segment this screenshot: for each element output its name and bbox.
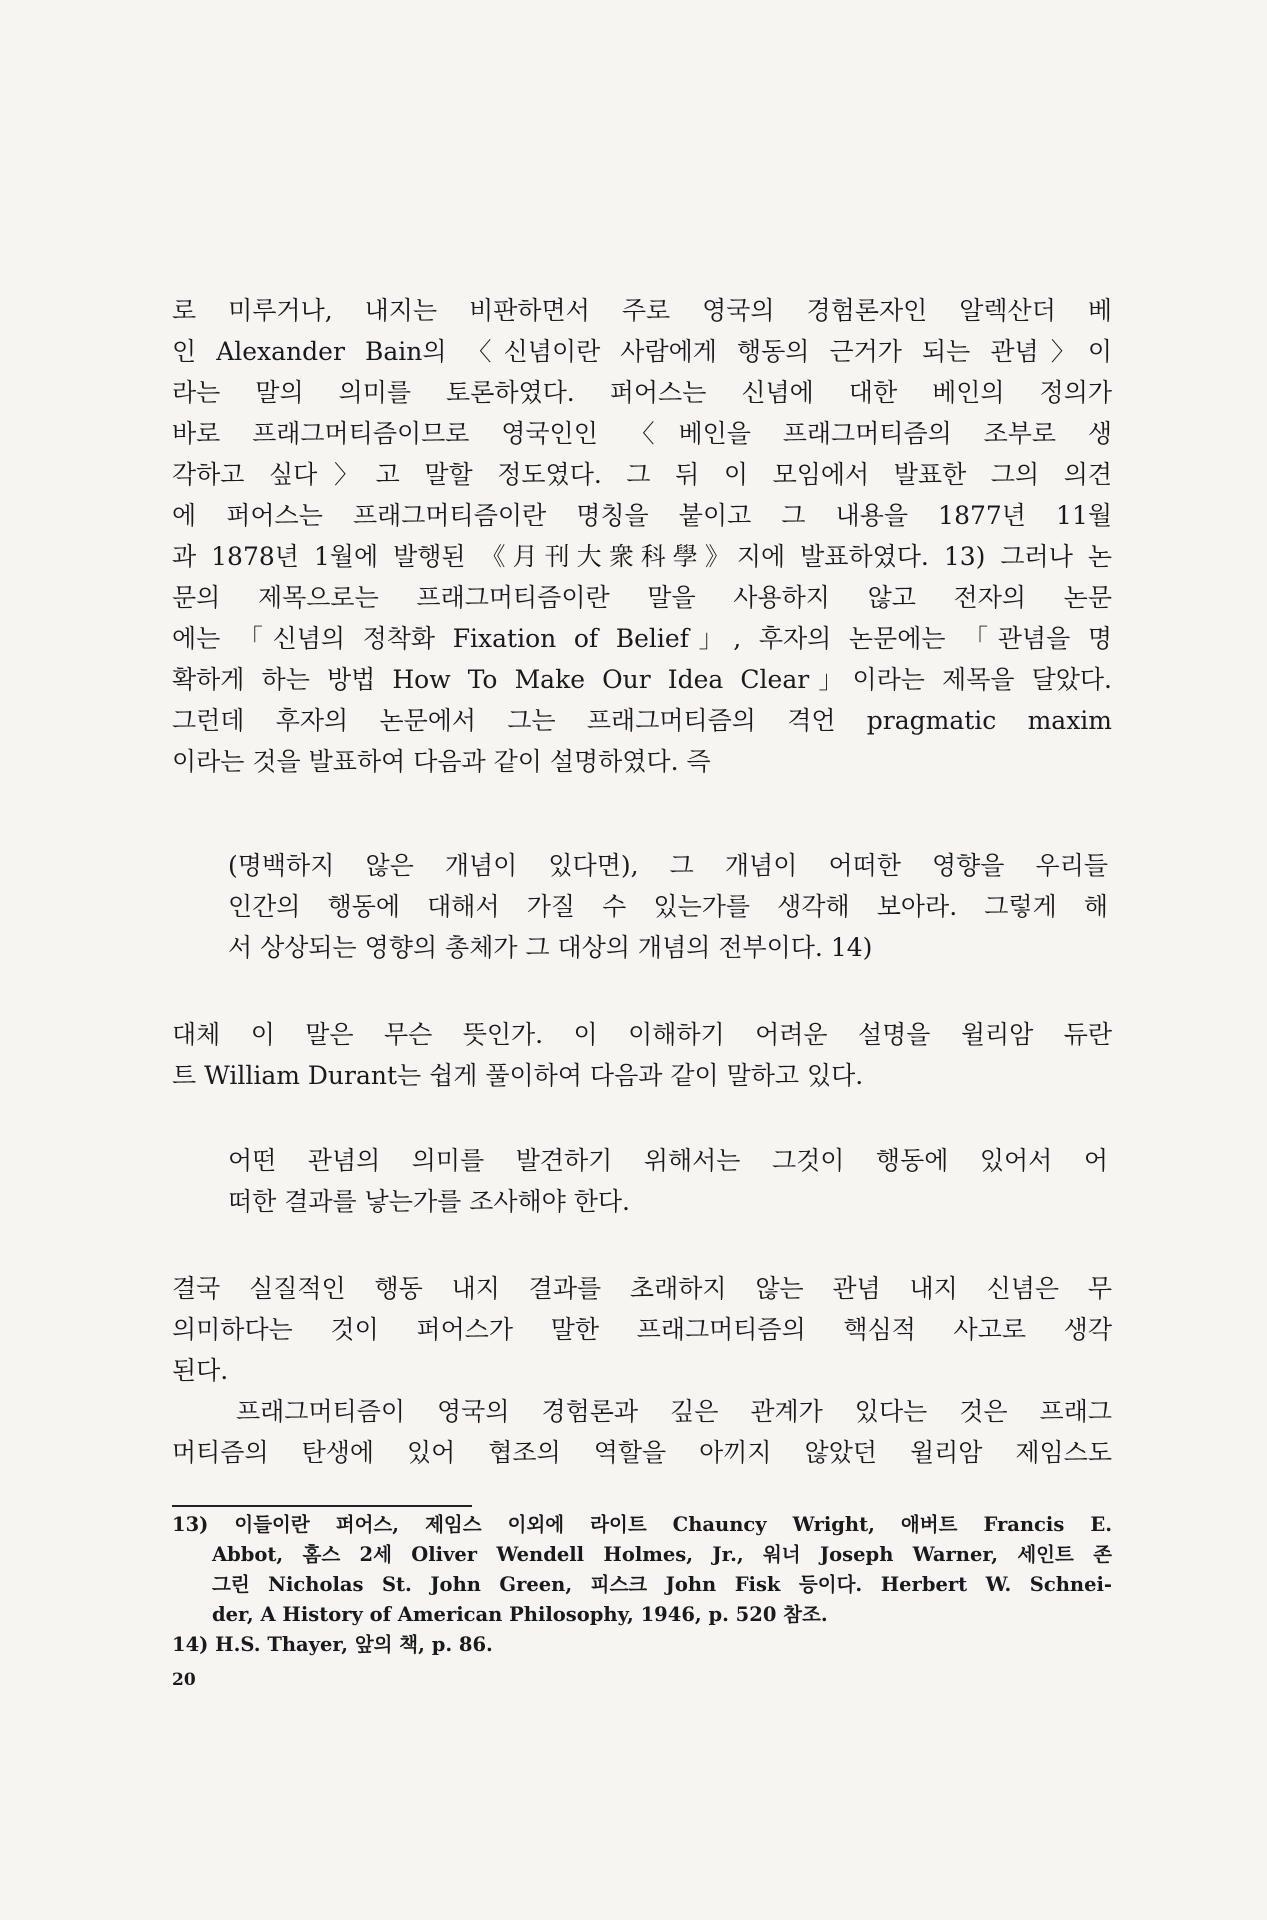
text-line: 확하게 하는 방법 How To Make Our Idea Clear」이라는 제목을 달았다. [172, 665, 1112, 694]
page-number: 20 [172, 1670, 196, 1690]
footnote-13-line: der, A History of American Philosophy, 1946, p. 520 참조. [212, 1603, 828, 1626]
text-line: 과 1878년 1월에 발행된 《月刊大衆科學》지에 발표하였다. 13) 그러나 논 [172, 542, 1112, 571]
durant-intro-paragraph [172, 1014, 1112, 1096]
footnote-divider [172, 1505, 472, 1507]
quote-line: (명백하지 않은 개념이 있다면), 그 개념이 어떠한 영향을 우리들 [228, 851, 1108, 880]
text-line: 그런데 후자의 논문에서 그는 프래그머티즘의 격언 pragmatic maxim [172, 706, 1112, 735]
text-line: 대체 이 말은 무슨 뜻인가. 이 이해하기 어려운 설명을 윌리암 듀란 [172, 1020, 1112, 1049]
text-line: 문의 제목으로는 프래그머티즘이란 말을 사용하지 않고 전자의 논문 [172, 583, 1112, 612]
quote-line: 떠한 결과를 낳는가를 조사해야 한다. [228, 1187, 630, 1216]
text-line: 된다. [172, 1356, 229, 1385]
main-paragraph [172, 290, 1112, 782]
text-line: 바로 프래그머티즘이므로 영국인인 〈베인을 프래그머티즘의 조부로 생 [172, 419, 1112, 448]
footnote-13-line: Abbot, 홈스 2세 Oliver Wendell Holmes, Jr., 워너 Joseph Warner, 세인트 존 [212, 1543, 1112, 1566]
text-line: 이라는 것을 발표하여 다음과 같이 설명하였다. 즉 [172, 747, 711, 776]
quote-line: 어떤 관념의 의미를 발견하기 위해서는 그것이 행동에 있어서 어 [228, 1146, 1108, 1175]
footnote-13-line: 13) 이들이란 퍼어스, 제임스 이외에 라이트 Chauncy Wright, 애버트 Francis E. [172, 1513, 1112, 1536]
footnote-13-line: 그린 Nicholas St. John Green, 피스크 John Fisk 등이다. Herbert W. Schnei- [212, 1573, 1112, 1596]
text-line: 인 Alexander Bain의 〈신념이란 사람에게 행동의 근거가 되는 관념〉이 [172, 337, 1112, 366]
block-quote-peirce [228, 845, 1108, 968]
text-line: 트 William Durant는 쉽게 풀이하여 다음과 같이 말하고 있다. [172, 1061, 864, 1090]
text-line: 프래그머티즘이 영국의 경험론과 깊은 관계가 있다는 것은 프래그 [172, 1397, 1112, 1426]
text-line: 결국 실질적인 행동 내지 결과를 초래하지 않는 관념 내지 신념은 무 [172, 1274, 1112, 1303]
footnotes [172, 1510, 1112, 1660]
footnote-14-line: 14) H.S. Thayer, 앞의 책, p. 86. [172, 1633, 493, 1656]
text-line: 머티즘의 탄생에 있어 협조의 역할을 아끼지 않았던 윌리암 제임스도 [172, 1438, 1112, 1467]
pragmatism-paragraph [172, 1391, 1112, 1473]
quote-line: 서 상상되는 영향의 총체가 그 대상의 개념의 전부이다. 14) [228, 933, 873, 962]
text-line: 의미하다는 것이 퍼어스가 말한 프래그머티즘의 핵심적 사고로 생각 [172, 1315, 1112, 1344]
conclusion-paragraph [172, 1268, 1112, 1391]
quote-line: 인간의 행동에 대해서 가질 수 있는가를 생각해 보아라. 그렇게 해 [228, 892, 1108, 921]
text-line: 라는 말의 의미를 토론하였다. 퍼어스는 신념에 대한 베인의 정의가 [172, 378, 1112, 407]
text-line: 에 퍼어스는 프래그머티즘이란 명칭을 붙이고 그 내용을 1877년 11월 [172, 501, 1112, 530]
text-line: 에는 「신념의 정착화 Fixation of Belief」, 후자의 논문에는 「관념을 명 [172, 624, 1112, 653]
text-line: 로 미루거나, 내지는 비판하면서 주로 영국의 경험론자인 알렉산더 베 [172, 296, 1112, 325]
block-quote-durant [228, 1140, 1108, 1222]
text-line: 각하고 싶다〉고 말할 정도였다. 그 뒤 이 모임에서 발표한 그의 의견 [172, 460, 1112, 489]
